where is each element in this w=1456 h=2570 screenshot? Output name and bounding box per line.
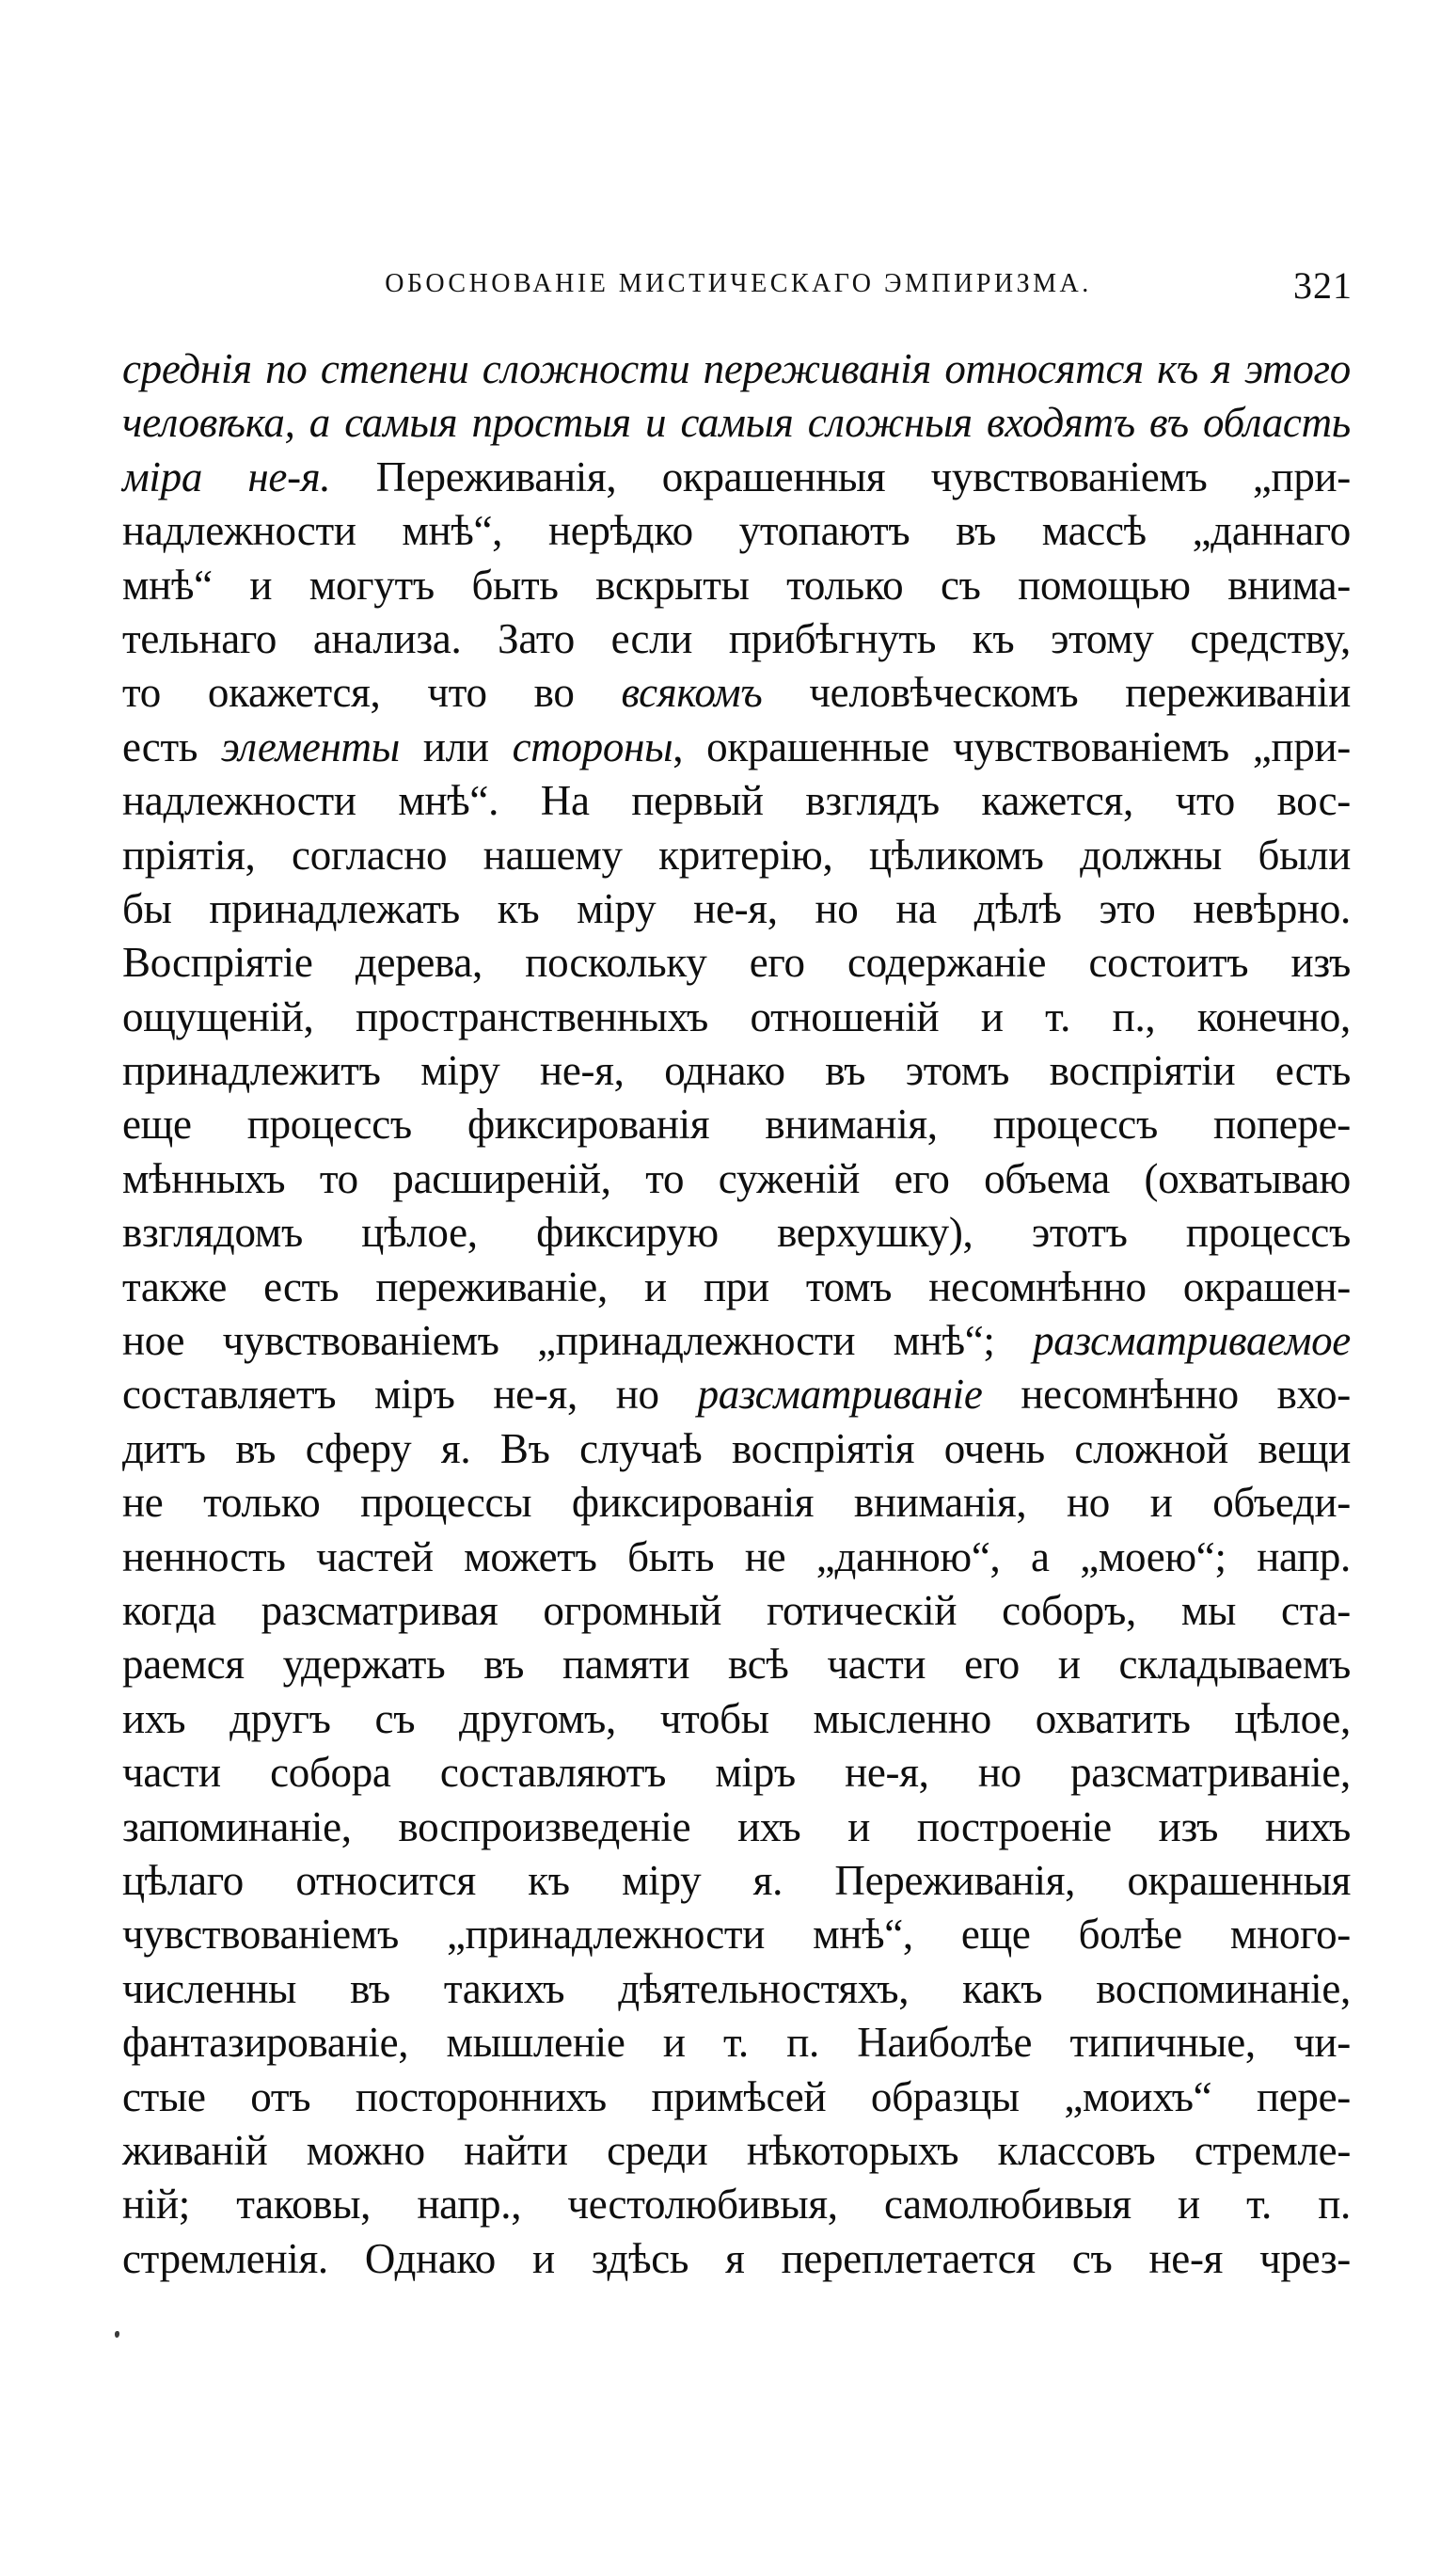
text-run: разсматриваемое bbox=[1033, 1317, 1351, 1365]
text-line bbox=[122, 559, 1351, 612]
text-line bbox=[122, 1206, 1351, 1260]
text-line bbox=[122, 1746, 1351, 1800]
text-line bbox=[122, 1531, 1351, 1584]
text-run: взглядомъ цѣлое, фиксирую верхушку), этотъ процессъ bbox=[122, 1209, 1351, 1257]
text-run: ное чувствованіемъ „принадлежности мнѣ“; bbox=[122, 1317, 1034, 1365]
text-run: живаній можно найти среди нѣкоторыхъ классовъ стремле- bbox=[122, 2126, 1351, 2174]
text-run: запоминаніе, воспроизведеніе ихъ и построеніе изъ нихъ bbox=[122, 1802, 1351, 1850]
text-run: бы принадлежать къ міру не-я, но на дѣлѣ это невѣрно. bbox=[122, 884, 1351, 932]
text-line bbox=[122, 829, 1351, 882]
text-line bbox=[122, 504, 1351, 558]
text-line bbox=[122, 396, 1351, 450]
text-run: еще процессъ фиксированія вниманія, процессъ попере- bbox=[122, 1101, 1351, 1149]
text-line bbox=[122, 451, 1351, 504]
text-line bbox=[122, 1801, 1351, 1854]
text-line bbox=[122, 1908, 1351, 1961]
text-run: Переживанія, окрашенныя чувствованіемъ „при- bbox=[375, 452, 1351, 500]
text-run: всякомъ bbox=[621, 669, 763, 717]
text-run: человѣка, а самыя простыя и самыя сложныя входятъ въ область bbox=[122, 399, 1351, 447]
text-line bbox=[122, 1422, 1351, 1476]
text-line bbox=[122, 1044, 1351, 1098]
text-run: принадлежитъ міру не-я, однако въ этомъ воспріятіи есть bbox=[122, 1047, 1351, 1095]
text-line bbox=[122, 1476, 1351, 1530]
text-run: ихъ другъ съ другомъ, чтобы мысленно охватить цѣлое, bbox=[122, 1694, 1351, 1742]
text-line bbox=[122, 666, 1351, 720]
text-line bbox=[122, 936, 1351, 990]
text-line bbox=[122, 2124, 1351, 2178]
text-run: міра не-я. bbox=[122, 452, 376, 500]
page-number: 321 bbox=[1293, 264, 1353, 307]
text-line bbox=[122, 1638, 1351, 1691]
text-line bbox=[122, 1261, 1351, 1314]
text-run: численны въ такихъ дѣятельностяхъ, какъ воспоминаніе, bbox=[122, 1964, 1351, 2012]
text-run: не только процессы фиксированія вниманія, но и объеди- bbox=[122, 1479, 1351, 1527]
text-line bbox=[122, 991, 1351, 1044]
text-run: надлежности мнѣ“, нерѣдко утопаютъ въ массѣ „даннаго bbox=[122, 507, 1351, 555]
text-run: стые отъ постороннихъ примѣсей образцы „моихъ“ пере- bbox=[122, 2072, 1351, 2120]
text-line bbox=[122, 882, 1351, 936]
running-title: ОБОСНОВАНІЕ МИСТИЧЕСКАГО ЭМПИРИЗМА. bbox=[385, 269, 1092, 298]
text-line bbox=[122, 1854, 1351, 1908]
text-line bbox=[122, 2178, 1351, 2231]
text-run: раемся удержать въ памяти всѣ части его и складываемъ bbox=[122, 1641, 1351, 1689]
text-run: также есть переживаніе, и при томъ несомнѣнно окрашен- bbox=[122, 1262, 1351, 1310]
text-run: ощущеній, пространственныхъ отношеній и т. п., конечно, bbox=[122, 992, 1351, 1040]
text-line bbox=[122, 2016, 1351, 2070]
text-run: среднія по степени сложности переживанія относятся къ я этого bbox=[122, 345, 1351, 392]
text-run: цѣлаго относится къ міру я. Переживанія, окрашенныя bbox=[122, 1856, 1351, 1904]
text-line bbox=[122, 2232, 1351, 2286]
text-run: чувствованіемъ „принадлежности мнѣ“, еще болѣе много- bbox=[122, 1911, 1351, 1959]
text-line bbox=[122, 1098, 1351, 1151]
text-line bbox=[122, 774, 1351, 828]
text-run: когда разсматривая огромный готическій соборъ, мы ста- bbox=[122, 1586, 1351, 1634]
text-run: фантазированіе, мышленіе и т. п. Наиболѣе типичные, чи- bbox=[122, 2019, 1351, 2067]
text-run: есть bbox=[122, 722, 222, 770]
text-run: ній; таковы, напр., честолюбивыя, самолюбивыя и т. п. bbox=[122, 2181, 1351, 2229]
text-run: , окрашенные чувствованіемъ „при- bbox=[673, 722, 1351, 770]
text-line bbox=[122, 1962, 1351, 2016]
text-run: мѣнныхъ то расширеній, то суженій его объема (охватываю bbox=[122, 1154, 1351, 1202]
text-line bbox=[122, 612, 1351, 666]
text-line bbox=[122, 342, 1351, 396]
text-run: надлежности мнѣ“. На первый взглядъ кажется, что вос- bbox=[122, 777, 1351, 825]
text-run: или bbox=[399, 722, 513, 770]
text-run: то окажется, что во bbox=[122, 669, 622, 717]
text-line bbox=[122, 1314, 1351, 1368]
text-run: тельнаго анализа. Зато если прибѣгнуть къ этому средству, bbox=[122, 614, 1351, 662]
text-line bbox=[122, 1692, 1351, 1746]
text-line bbox=[122, 1368, 1351, 1421]
text-run: ненность частей можетъ быть не „данною“, а „моею“; напр. bbox=[122, 1532, 1351, 1580]
text-run: пріятія, согласно нашему критерію, цѣликомъ должны были bbox=[122, 831, 1351, 879]
text-run: несомнѣнно вхо- bbox=[982, 1371, 1351, 1419]
text-line bbox=[122, 1584, 1351, 1638]
text-run: мнѣ“ и могутъ быть вскрыты только съ помощью внима- bbox=[122, 561, 1351, 609]
text-run: стороны bbox=[512, 722, 673, 770]
body-text bbox=[122, 342, 1351, 2286]
text-line bbox=[122, 1152, 1351, 1206]
text-line bbox=[122, 2070, 1351, 2124]
ink-speck bbox=[115, 2331, 119, 2338]
page-header bbox=[122, 264, 1354, 310]
text-run: человѣческомъ переживаніи bbox=[762, 669, 1351, 717]
text-run: разсматриваніе bbox=[697, 1371, 983, 1419]
text-run: стремленія. Однако и здѣсь я переплетается съ не-я чрез- bbox=[122, 2234, 1351, 2282]
text-run: Воспріятіе дерева, поскольку его содержаніе состоитъ изъ bbox=[122, 939, 1351, 987]
text-line bbox=[122, 721, 1351, 774]
text-run: составляетъ міръ не-я, но bbox=[122, 1371, 698, 1419]
text-run: дитъ въ сферу я. Въ случаѣ воспріятія очень сложной вещи bbox=[122, 1424, 1351, 1472]
text-run: части собора составляютъ міръ не-я, но разсматриваніе, bbox=[122, 1749, 1351, 1797]
text-run: элементы bbox=[221, 722, 400, 770]
